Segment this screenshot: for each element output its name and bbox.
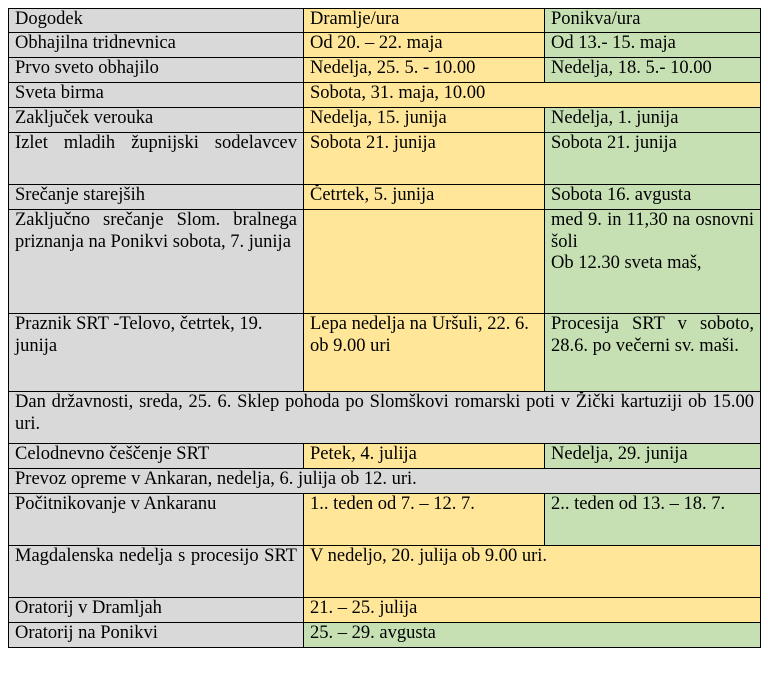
event-cell: Magdalenska nedelja s procesijo SRT <box>9 546 304 598</box>
full-width-cell: Dan državnosti, sreda, 25. 6. Sklep pohoda po Slomškovi romarski poti v Žički kartuziji ob 15.00 uri. <box>9 392 761 444</box>
ponikva-cell: Sobota 16. avgusta <box>545 185 761 210</box>
dramlje-cell: Lepa nedelja na Uršuli, 22. 6. ob 9.00 uri <box>304 314 545 392</box>
ponikva-cell: Procesija SRT v soboto, 28.6. po večerni sv. maši. <box>545 314 761 392</box>
event-cell: Obhajilna tridnevnica <box>9 33 304 58</box>
ponikva-cell: 2.. teden od 13. – 18. 7. <box>545 494 761 546</box>
shared-date-cell: Sobota, 31. maja, 10.00 <box>304 83 761 108</box>
table-row <box>9 133 761 185</box>
dramlje-cell: Četrtek, 5. junija <box>304 185 545 210</box>
table-row <box>9 392 761 444</box>
ponikva-cell: Sobota 21. junija <box>545 133 761 185</box>
event-cell: Oratorij na Ponikvi <box>9 623 304 648</box>
header-dramlje: Dramlje/ura <box>304 9 545 33</box>
table-row <box>9 314 761 392</box>
ponikva-cell: Nedelja, 29. junija <box>545 444 761 469</box>
table-row <box>9 33 761 58</box>
shared-date-cell: 21. – 25. julija <box>304 598 761 623</box>
shared-date-cell: V nedeljo, 20. julija ob 9.00 uri. <box>304 546 761 598</box>
events-table <box>8 8 761 648</box>
event-cell: Oratorij v Dramljah <box>9 598 304 623</box>
table-row <box>9 469 761 494</box>
table-row <box>9 83 761 108</box>
event-cell: Prvo sveto obhajilo <box>9 58 304 83</box>
header-event: Dogodek <box>9 9 304 33</box>
full-width-cell: Prevoz opreme v Ankaran, nedelja, 6. julija ob 12. uri. <box>9 469 761 494</box>
table-row <box>9 185 761 210</box>
event-cell: Srečanje starejših <box>9 185 304 210</box>
ponikva-cell: Od 13.- 15. maja <box>545 33 761 58</box>
event-cell: Počitnikovanje v Ankaranu <box>9 494 304 546</box>
event-cell: Zaključek verouka <box>9 108 304 133</box>
shared-date-cell: 25. – 29. avgusta <box>304 623 761 648</box>
ponikva-cell: med 9. in 11,30 na osnovni šoli Ob 12.30 sveta maš, <box>545 210 761 314</box>
header-row <box>9 9 761 33</box>
ponikva-cell: Nedelja, 18. 5.- 10.00 <box>545 58 761 83</box>
event-cell: Praznik SRT -Telovo, četrtek, 19. junija <box>9 314 304 392</box>
dramlje-cell: Nedelja, 25. 5. - 10.00 <box>304 58 545 83</box>
dramlje-cell <box>304 210 545 314</box>
event-cell: Zaključno srečanje Slom. bralnega priznanja na Ponikvi sobota, 7. junija <box>9 210 304 314</box>
event-cell: Izlet mladih župnijski sodelavcev <box>9 133 304 185</box>
table-row <box>9 58 761 83</box>
header-ponikva: Ponikva/ura <box>545 9 761 33</box>
event-cell: Sveta birma <box>9 83 304 108</box>
dramlje-cell: Nedelja, 15. junija <box>304 108 545 133</box>
dramlje-cell: Od 20. – 22. maja <box>304 33 545 58</box>
table-row <box>9 546 761 598</box>
table-row <box>9 444 761 469</box>
table-row <box>9 108 761 133</box>
table-row <box>9 598 761 623</box>
table-row <box>9 210 761 314</box>
event-cell: Celodnevno češčenje SRT <box>9 444 304 469</box>
ponikva-cell: Nedelja, 1. junija <box>545 108 761 133</box>
dramlje-cell: Sobota 21. junija <box>304 133 545 185</box>
table-row <box>9 623 761 648</box>
dramlje-cell: Petek, 4. julija <box>304 444 545 469</box>
dramlje-cell: 1.. teden od 7. – 12. 7. <box>304 494 545 546</box>
table-row <box>9 494 761 546</box>
